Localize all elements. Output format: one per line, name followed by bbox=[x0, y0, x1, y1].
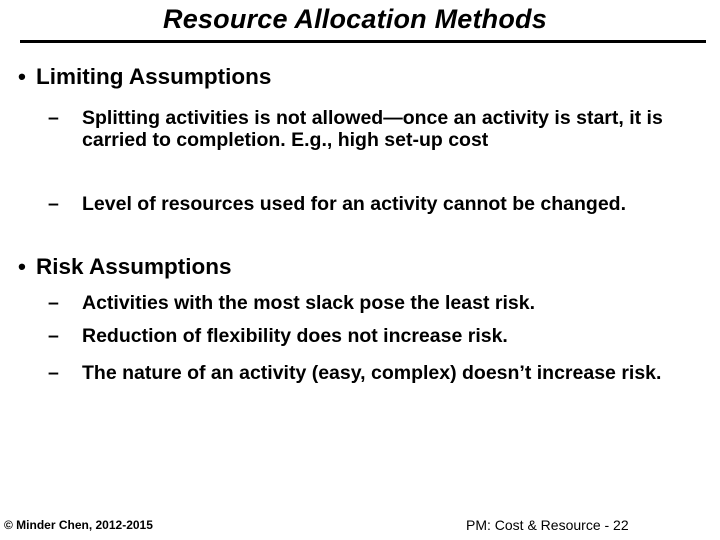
section-heading-limiting-assumptions bbox=[18, 64, 271, 90]
title-underline bbox=[20, 40, 706, 43]
slide-title: Resource Allocation Methods bbox=[163, 4, 547, 34]
section-heading-risk-assumptions bbox=[18, 254, 231, 280]
list-item-text: Level of resources used for an activity cannot be changed. bbox=[82, 193, 626, 215]
list-item-text: Activities with the most slack pose the least risk. bbox=[82, 292, 535, 314]
dash-icon: – bbox=[48, 107, 59, 129]
dash-icon: – bbox=[48, 362, 59, 384]
list-item-text: Reduction of flexibility does not increase risk. bbox=[82, 325, 508, 347]
footer-page-label: PM: Cost & Resource - 22 bbox=[466, 517, 629, 533]
list-item-text: Splitting activities is not allowed—once an activity is start, it is carried to completion. E.g., high set-up cost bbox=[82, 107, 663, 151]
section-heading-text: Risk Assumptions bbox=[36, 254, 232, 279]
section-heading-text: Limiting Assumptions bbox=[36, 64, 272, 89]
dash-icon: – bbox=[48, 325, 59, 347]
footer-copyright: © Minder Chen, 2012-2015 bbox=[4, 518, 153, 532]
bullet-icon: • bbox=[18, 64, 26, 89]
dash-icon: – bbox=[48, 193, 59, 215]
dash-icon: – bbox=[48, 292, 59, 314]
list-item-text: The nature of an activity (easy, complex) doesn’t increase risk. bbox=[82, 362, 662, 384]
bullet-icon: • bbox=[18, 254, 26, 279]
